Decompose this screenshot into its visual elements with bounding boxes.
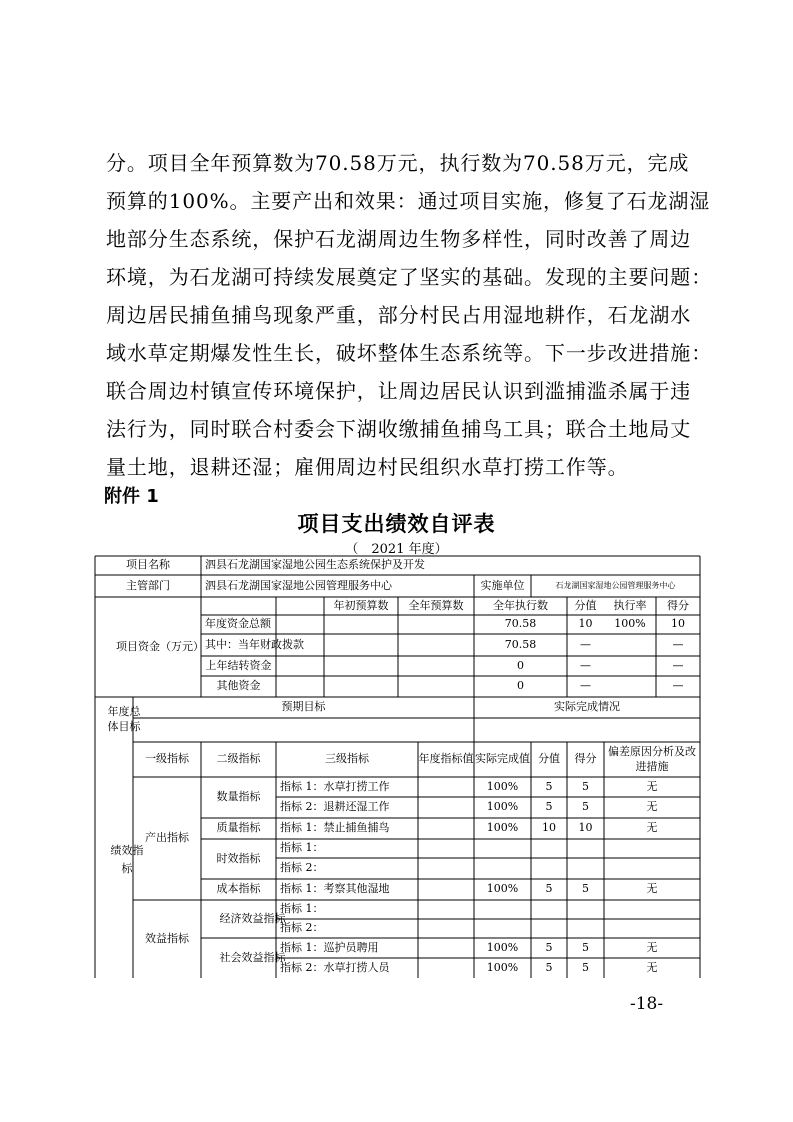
perf-header: 分值 [538, 752, 560, 766]
perf-row-target [418, 919, 474, 938]
perf-row-actual: 100% [486, 960, 519, 974]
perf-row-note [604, 839, 700, 858]
perf-row-l3: 指标 2： [280, 861, 324, 875]
fund-header: 年初预算数 [333, 598, 389, 612]
perf-row-note: 无 [646, 960, 658, 974]
perf-row-note [604, 919, 700, 938]
perf-row-note: 无 [646, 882, 658, 896]
perf-row-actual: 100% [486, 821, 519, 835]
perf-row-score: 5 [582, 960, 589, 974]
perf-header: 实际完成值 [475, 752, 530, 766]
perf-row-value: 10 [542, 821, 556, 835]
fund-row-score_value: — [580, 637, 591, 651]
perf-row-score: 5 [582, 800, 589, 814]
perf-row-l3: 指标 2：水草打捞人员 [280, 960, 390, 974]
paragraph-line: 周边居民捕鱼捕鸟现象严重，部分村民占用湿地耕作，石龙湖水 [106, 303, 692, 327]
perf-row-score: 10 [578, 821, 593, 835]
page-number: -18- [630, 994, 664, 1014]
project-name-label: 项目名称 [126, 558, 170, 572]
fund-row-annual [398, 634, 474, 656]
fund-row-score: — [672, 658, 684, 672]
fund-row-rate: 100% [614, 617, 646, 631]
perf-row-score: 5 [582, 779, 589, 793]
perf-row-target [418, 839, 474, 858]
paragraph-line: 法行为，同时联合村委会下湖收缴捕鱼捕鸟工具；联合土地局丈 [106, 417, 692, 441]
perf-row-value [531, 919, 567, 938]
perf-row-l3: 指标 2：退耕还湿工作 [280, 800, 390, 814]
perf-row-actual: 100% [486, 940, 519, 954]
fund-label: 项目资金（万元） [116, 639, 204, 653]
perf-row-score [567, 858, 604, 879]
fund-header: 分值 [574, 598, 597, 612]
goal-actual-header: 实际完成情况 [554, 700, 620, 714]
perf-row-note: 无 [646, 821, 658, 835]
fund-header: 执行率 [613, 598, 647, 612]
lvl2-item: 成本指标 [216, 882, 261, 896]
fund-row-label: 其他资金 [216, 679, 261, 693]
dept-name: 泗县石龙湖国家湿地公园管理服务中心 [205, 578, 392, 592]
perf-label: 绩效指标 [110, 844, 144, 875]
perf-row-target [418, 958, 474, 978]
perf-row-score [567, 839, 604, 858]
fund-row-annual [398, 615, 474, 634]
fund-row-exec: 0 [517, 658, 524, 672]
fund-row-annual [398, 676, 474, 697]
goal-expected-header: 预期目标 [281, 700, 326, 714]
perf-row-value: 5 [545, 882, 553, 896]
perf-row-value: 5 [545, 800, 553, 814]
impl-label: 实施单位 [480, 578, 525, 592]
lvl2-item: 质量指标 [216, 821, 261, 835]
perf-row-score [567, 919, 604, 938]
fund-row-rate [604, 656, 656, 676]
lvl2-item: 社会效益指标 [219, 950, 286, 964]
paragraph-line: 量土地，退耕还湿；雇佣周边村民组织水草打捞工作等。 [106, 455, 629, 479]
perf-row-score: 5 [582, 882, 589, 896]
perf-row-target [418, 818, 474, 839]
perf-header: 二级指标 [216, 752, 261, 766]
perf-row-actual [474, 919, 531, 938]
fund-row-initial [324, 634, 398, 656]
perf-row-l3: 指标 1： [280, 902, 324, 916]
perf-row-l3: 指标 1：考察其他湿地 [280, 882, 390, 896]
fund-row-annual [398, 656, 474, 676]
fund-header: 全年预算数 [408, 598, 464, 612]
fund-row-score_value: — [580, 658, 591, 672]
lvl2-item: 时效指标 [216, 851, 261, 865]
fund-row-score: — [672, 679, 684, 693]
perf-row-l3: 指标 2： [280, 921, 324, 935]
lvl2-item: 经济效益指标 [219, 911, 286, 925]
perf-row-actual: 100% [486, 882, 519, 896]
perf-row-l3: 指标 1：禁止捕鱼捕鸟 [280, 821, 390, 835]
fund-row-exec: 0 [517, 679, 524, 693]
perf-row-value [531, 839, 567, 858]
fund-row-label: 年度资金总额 [205, 617, 271, 631]
perf-row-l3: 指标 1：水草打捞工作 [280, 779, 390, 793]
perf-header: 偏差原因分析及改进措施 [608, 744, 696, 773]
perf-row-l3: 指标 1：巡护员聘用 [280, 940, 379, 954]
fund-row-score_value: 10 [578, 617, 593, 631]
fund-row-initial [324, 676, 398, 697]
perf-row-score [567, 900, 604, 919]
perf-header: 三级指标 [325, 752, 369, 766]
perf-row-value: 5 [545, 779, 553, 793]
perf-row-score: 5 [582, 940, 589, 954]
perf-row-actual: 100% [486, 779, 519, 793]
perf-row-target [418, 900, 474, 919]
paragraph-line: 域水草定期爆发性生长，破坏整体生态系统等。下一步改进措施： [106, 341, 713, 365]
perf-header: 得分 [574, 752, 597, 766]
fund-row-exec: 70.58 [504, 617, 537, 631]
perf-row-actual [474, 839, 531, 858]
perf-row-actual [474, 858, 531, 879]
fund-row-initial [324, 615, 398, 634]
attachment-label: 附件 1 [104, 486, 159, 507]
fund-row-rate [604, 634, 656, 656]
fund-header: 全年执行数 [493, 598, 548, 612]
perf-row-actual [474, 900, 531, 919]
lvl1-output: 产出指标 [145, 831, 189, 845]
perf-row-note [604, 858, 700, 879]
fund-row-score: 10 [671, 617, 685, 631]
project-name: 泗县石龙湖国家湿地公园生态系统保护及开发 [205, 558, 425, 572]
table-title: 项目支出绩效自评表 [297, 512, 496, 536]
perf-row-value: 5 [545, 960, 553, 974]
paragraph-line: 预算的100%。主要产出和效果：通过项目实施，修复了石龙湖湿 [106, 189, 711, 213]
perf-row-target [418, 879, 474, 900]
perf-header: 年度指标值 [418, 752, 474, 766]
perf-row-note: 无 [646, 940, 658, 954]
perf-row-actual: 100% [486, 800, 519, 814]
perf-row-l3: 指标 1： [280, 841, 324, 855]
fund-row-score_value: — [580, 679, 591, 693]
lvl1-benefit: 效益指标 [145, 931, 189, 945]
perf-row-target [418, 938, 474, 958]
perf-row-value: 5 [545, 940, 553, 954]
paragraph-line: 环境，为石龙湖可持续发展奠定了坚实的基础。发现的主要问题： [106, 265, 713, 289]
fund-row-rate [604, 676, 656, 697]
perf-row-target [418, 858, 474, 879]
perf-row-value [531, 900, 567, 919]
perf-row-value [531, 858, 567, 879]
paragraph-line: 分。项目全年预算数为70.58万元，执行数为70.58万元，完成 [106, 151, 690, 175]
goal-label: 年度总体目标 [107, 704, 141, 733]
fund-row-score: — [672, 637, 684, 651]
fund-row-label: 上年结转资金 [205, 658, 272, 672]
perf-row-target [418, 777, 474, 797]
perf-row-target [418, 797, 474, 818]
fund-row-exec: 70.58 [504, 637, 537, 651]
fund-row-label: 其中：当年财政拨款 [205, 637, 304, 651]
perf-row-note [604, 900, 700, 919]
fund-header: 得分 [667, 598, 689, 612]
perf-header: 一级指标 [145, 752, 189, 766]
impl-name: 石龙湖国家湿地公园管理服务中心 [555, 580, 676, 590]
dept-label: 主管部门 [126, 578, 170, 592]
paragraph-line: 地部分生态系统，保护石龙湖周边生物多样性，同时改善了周边 [106, 227, 692, 251]
table-year: （ 2021 年度） [345, 542, 448, 557]
lvl2-item: 数量指标 [216, 790, 261, 804]
paragraph-line: 联合周边村镇宣传环境保护，让周边居民认识到滥捕滥杀属于违 [106, 379, 692, 403]
fund-row-initial [324, 656, 398, 676]
perf-row-note: 无 [646, 779, 658, 793]
perf-row-note: 无 [646, 800, 658, 814]
